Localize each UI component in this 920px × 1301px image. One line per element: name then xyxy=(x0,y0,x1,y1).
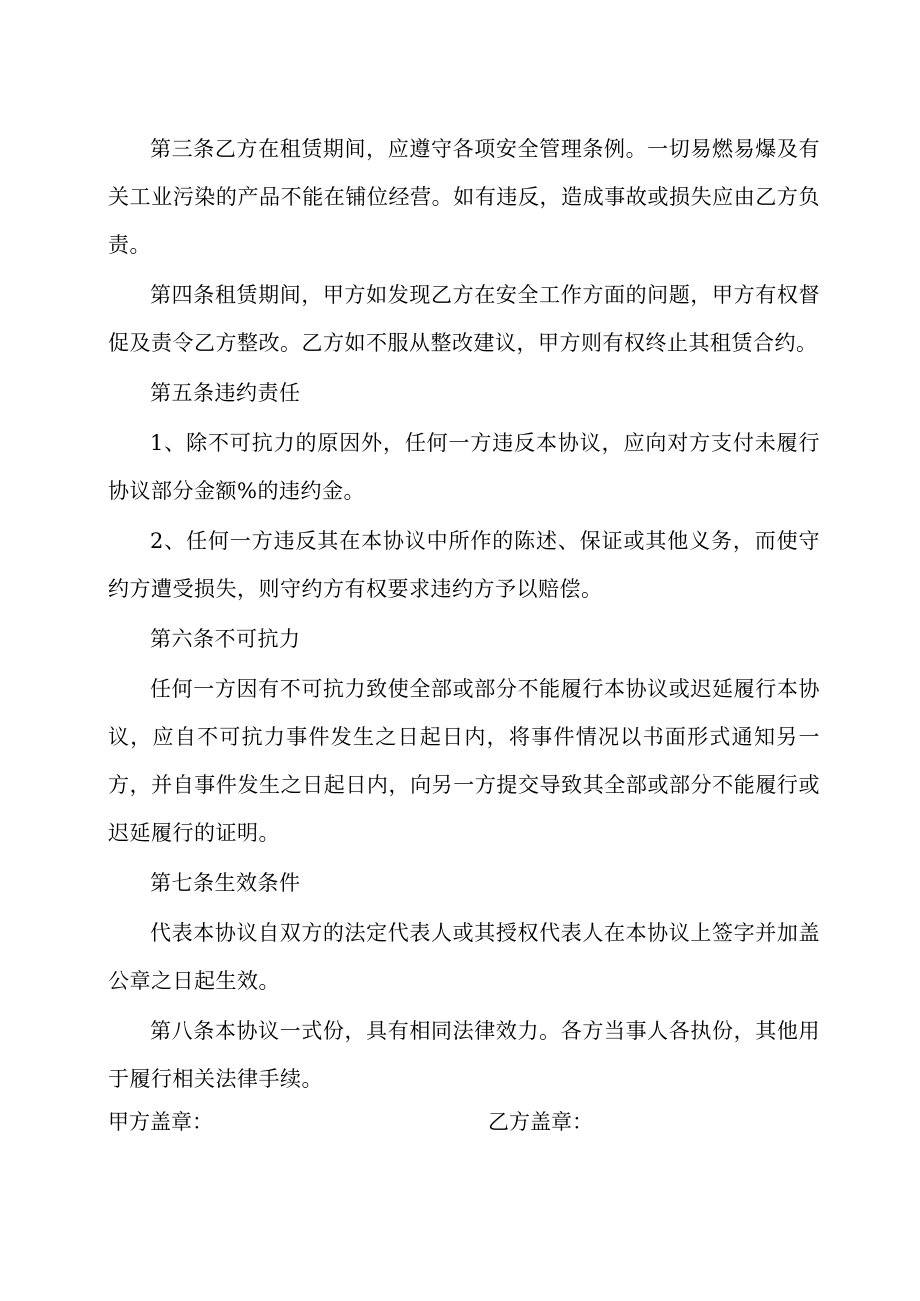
party-b-seal-label: 乙方盖章： xyxy=(488,1110,593,1134)
article-5-clause-1: 1、除不可抗力的原因外，任何一方违反本协议，应向对方支付未履行协议部分金额%的违约金。 xyxy=(108,431,820,503)
article-3-paragraph: 第三条乙方在租赁期间，应遵守各项安全管理条例。一切易燃易爆及有关工业污染的产品不能在铺位经营。如有违反，造成事故或损失应由乙方负责。 xyxy=(108,137,820,257)
article-4-paragraph: 第四条租赁期间，甲方如发现乙方在安全工作方面的问题，甲方有权督促及责令乙方整改。乙方如不服从整改建议，甲方则有权终止其租赁合约。 xyxy=(108,283,820,355)
article-7-paragraph: 代表本协议自双方的法定代表人或其授权代表人在本协议上签字并加盖公章之日起生效。 xyxy=(108,921,820,993)
party-a-seal-label: 甲方盖章： xyxy=(108,1110,213,1134)
article-6-paragraph: 任何一方因有不可抗力致使全部或部分不能履行本协议或迟延履行本协议，应自不可抗力事件发生之日起日内，将事件情况以书面形式通知另一方，并自事件发生之日起日内，向另一方提交导致其全部或部分不能履行或迟延履行的证明。 xyxy=(108,677,820,845)
article-8-paragraph: 第八条本协议一式份，具有相同法律效力。各方当事人各执份，其他用于履行相关法律手续。 xyxy=(108,1019,820,1091)
article-7-heading: 第七条生效条件 xyxy=(150,871,301,895)
article-6-heading: 第六条不可抗力 xyxy=(150,627,301,651)
signature-block xyxy=(108,1106,820,1138)
document-body xyxy=(108,125,820,1105)
article-5-heading: 第五条违约责任 xyxy=(150,381,301,405)
article-5-clause-2: 2、任何一方违反其在本协议中所作的陈述、保证或其他义务，而使守约方遭受损失，则守约方有权要求违约方予以赔偿。 xyxy=(108,529,820,601)
